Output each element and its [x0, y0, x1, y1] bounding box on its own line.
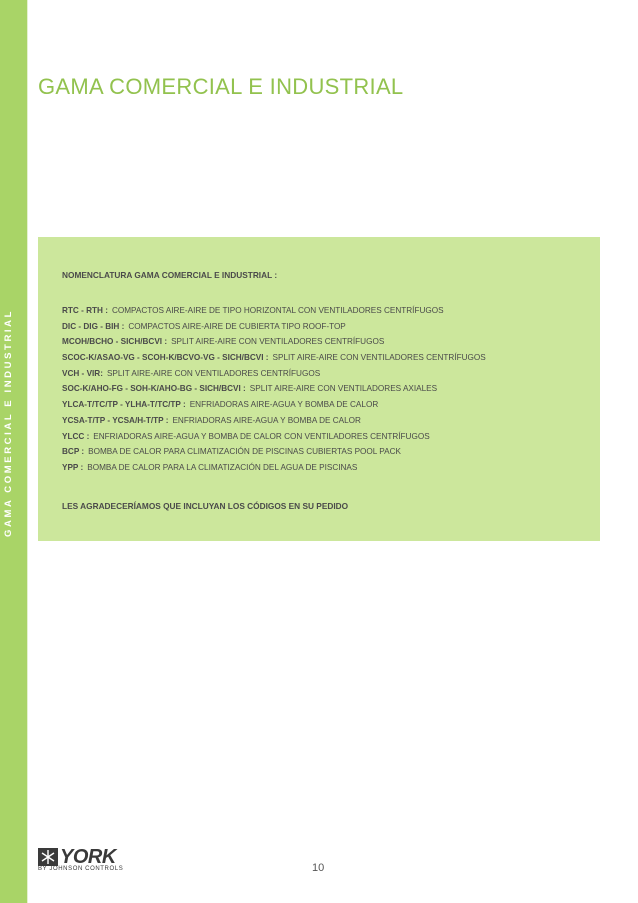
model-description: ENFRIADORAS AIRE-AGUA Y BOMBA DE CALOR: [189, 400, 379, 410]
logo-subtitle: BY JOHNSON CONTROLS: [38, 866, 124, 872]
model-code: RTC - RTH :: [62, 306, 108, 315]
model-code: SCOC-K/ASAO-VG - SCOH-K/BCVO-VG - SICH/BCVI :: [62, 353, 269, 363]
model-code: YLCA-T/TC/TP - YLHA-T/TC/TP :: [62, 400, 186, 410]
model-description: SPLIT AIRE-AIRE CON VENTILADORES CENTRÍFUGOS: [272, 353, 486, 363]
list-item: [62, 334, 486, 350]
list-item: [62, 303, 486, 319]
list-item: [62, 444, 486, 460]
model-description: ENFRIADORAS AIRE-AGUA Y BOMBA DE CALOR: [172, 415, 361, 425]
model-description: COMPACTOS AIRE-AIRE DE CUBIERTA TIPO ROOF-TOP: [128, 321, 346, 331]
logo-wordmark: YORK: [60, 846, 116, 868]
page-title: GAMA COMERCIAL E INDUSTRIAL: [38, 74, 404, 99]
list-item: [62, 429, 486, 445]
list-item: [62, 413, 486, 429]
model-code: MCOH/BCHO - SICH/BCVI :: [62, 337, 168, 347]
model-description: BOMBA DE CALOR PARA LA CLIMATIZACIÓN DEL AGUA DE PISCINAS: [87, 462, 358, 472]
model-description: SPLIT AIRE-AIRE CON VENTILADORES AXIALES: [249, 384, 438, 394]
model-code: BCP :: [62, 447, 85, 457]
list-item: [62, 397, 486, 413]
snowflake-icon: [38, 848, 58, 866]
model-code: SOC-K/AHO-FG - SOH-K/AHO-BG - SICH/BCVI :: [62, 384, 246, 394]
model-code: YPP :: [62, 462, 84, 472]
list-item: [62, 366, 486, 382]
model-code: YCSA-T/TP - YCSA/H-T/TP :: [62, 415, 169, 425]
model-description: SPLIT AIRE-AIRE CON VENTILADORES CENTRÍFUGOS: [171, 337, 385, 347]
nomenclature-list: [62, 303, 486, 476]
panel-heading: NOMENCLATURA GAMA COMERCIAL E INDUSTRIAL :: [62, 270, 278, 280]
list-item: [62, 381, 486, 397]
model-description: COMPACTOS AIRE-AIRE DE TIPO HORIZONTAL CON VENTILADORES CENTRÍFUGOS: [111, 306, 444, 315]
model-code: YLCC :: [62, 431, 90, 441]
list-item: [62, 319, 486, 335]
model-code: VCH - VIR:: [62, 368, 103, 378]
side-accent-divider: [27, 0, 28, 903]
model-code: DIC - DIG - BIH :: [62, 321, 125, 331]
list-item: [62, 460, 486, 476]
page-number: 10: [312, 862, 325, 874]
list-item: [62, 350, 486, 366]
model-description: BOMBA DE CALOR PARA CLIMATIZACIÓN DE PISCINAS CUBIERTAS POOL PACK: [88, 447, 401, 457]
closing-note: LES AGRADECERÍAMOS QUE INCLUYAN LOS CÓDIGOS EN SU PEDIDO: [62, 501, 349, 511]
model-description: SPLIT AIRE-AIRE CON VENTILADORES CENTRÍFUGOS: [106, 368, 321, 378]
york-logo: [38, 846, 128, 876]
side-vertical-label: GAMA COMERCIAL E INDUSTRIAL: [3, 308, 14, 537]
model-description: ENFRIADORAS AIRE-AGUA Y BOMBA DE CALOR CON VENTILADORES CENTRÍFUGOS: [93, 431, 430, 441]
